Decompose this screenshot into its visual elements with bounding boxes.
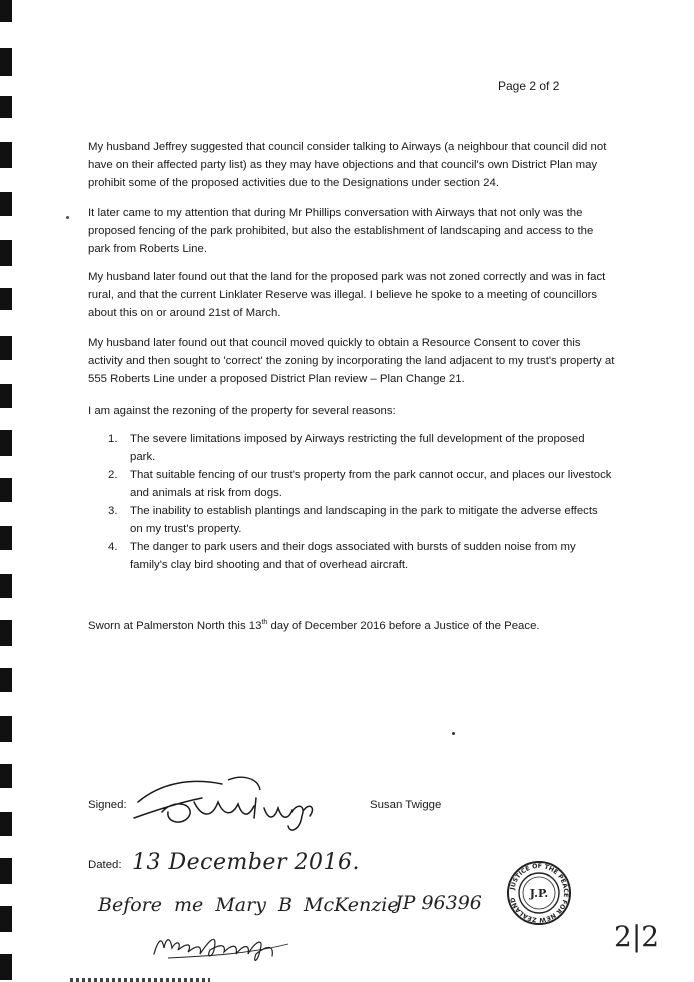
paragraph-resource-consent: My husband later found out that council moved quickly to obtain a Resource Consent to cover this activity and then sought to 'correct' the zoning by incorporating the land adjacent to my trust's property at 555 Roberts Line under a proposed District Plan review – Plan Change 21. [88, 337, 615, 385]
list-item: 2. That suitable fencing of our trust's property from the park cannot occur, and places our livestock and animals at risk from dogs. [108, 469, 612, 499]
paragraph-zoning: My husband later found out that the land for the proposed park was not zoned correctly and was in fact rural, and that the current Linklater Reserve was illegal. I believe he spoke to a meeting of councillors about this on or around 21st of March. [88, 271, 606, 319]
list-item: 4. The danger to park users and their dogs associated with bursts of sudden noise from my family's clay bird shooting and that of overhead aircraft. [108, 541, 576, 571]
paragraph-against-rezoning: I am against the rezoning of the property for several reasons: [88, 405, 396, 417]
signature-justice-of-the-peace [148, 914, 308, 966]
handwritten-page-marker: 2|2 [614, 920, 660, 953]
justice-of-the-peace-seal [506, 860, 572, 926]
paragraph-phillips-conversation: It later came to my attention that during Mr Phillips conversation with Airways that not only was the proposed fencing of the park prohibited, but also the establishment of landscaping and access to the park from Roberts Line. [88, 207, 594, 255]
scan-binding-marks [0, 0, 14, 982]
svg-text:JUSTICE OF THE PEACE FOR NEW Z: JUSTICE OF THE PEACE FOR NEW ZEALAND [509, 862, 570, 924]
signature-susan-twigge [132, 772, 317, 842]
handwritten-date: 13 December 2016. [132, 850, 360, 875]
scan-speck [66, 216, 69, 219]
dated-label: Dated: [88, 859, 122, 871]
handwritten-jp-number: JP 96396 [395, 892, 482, 914]
svg-text:J.P.: J.P. [529, 887, 549, 900]
reasons-list [108, 430, 613, 574]
signed-label: Signed: [88, 799, 127, 811]
sworn-statement: Sworn at Palmerston North this 13th day of December 2016 before a Justice of the Peace. [88, 619, 540, 632]
list-item: 1. The severe limitations imposed by Airways restricting the full development of the proposed park. [108, 433, 585, 463]
scan-footer-artifact [70, 978, 210, 982]
signer-name: Susan Twigge [370, 799, 442, 811]
scan-speck [452, 732, 455, 735]
handwritten-witness-line: Before me Mary B McKenzie [98, 894, 399, 916]
list-item: 3. The inability to establish plantings and landscaping in the park to mitigate the adverse effects on my trust's property. [108, 505, 598, 535]
paragraph-airways-suggestion: My husband Jeffrey suggested that council consider talking to Airways (a neighbour that council did not have on their affected party list) as they may have objections and that council's own District Plan may prohibit some of the proposed activities due to the Designations under section 24. [88, 141, 607, 189]
page-number: Page 2 of 2 [498, 79, 560, 93]
